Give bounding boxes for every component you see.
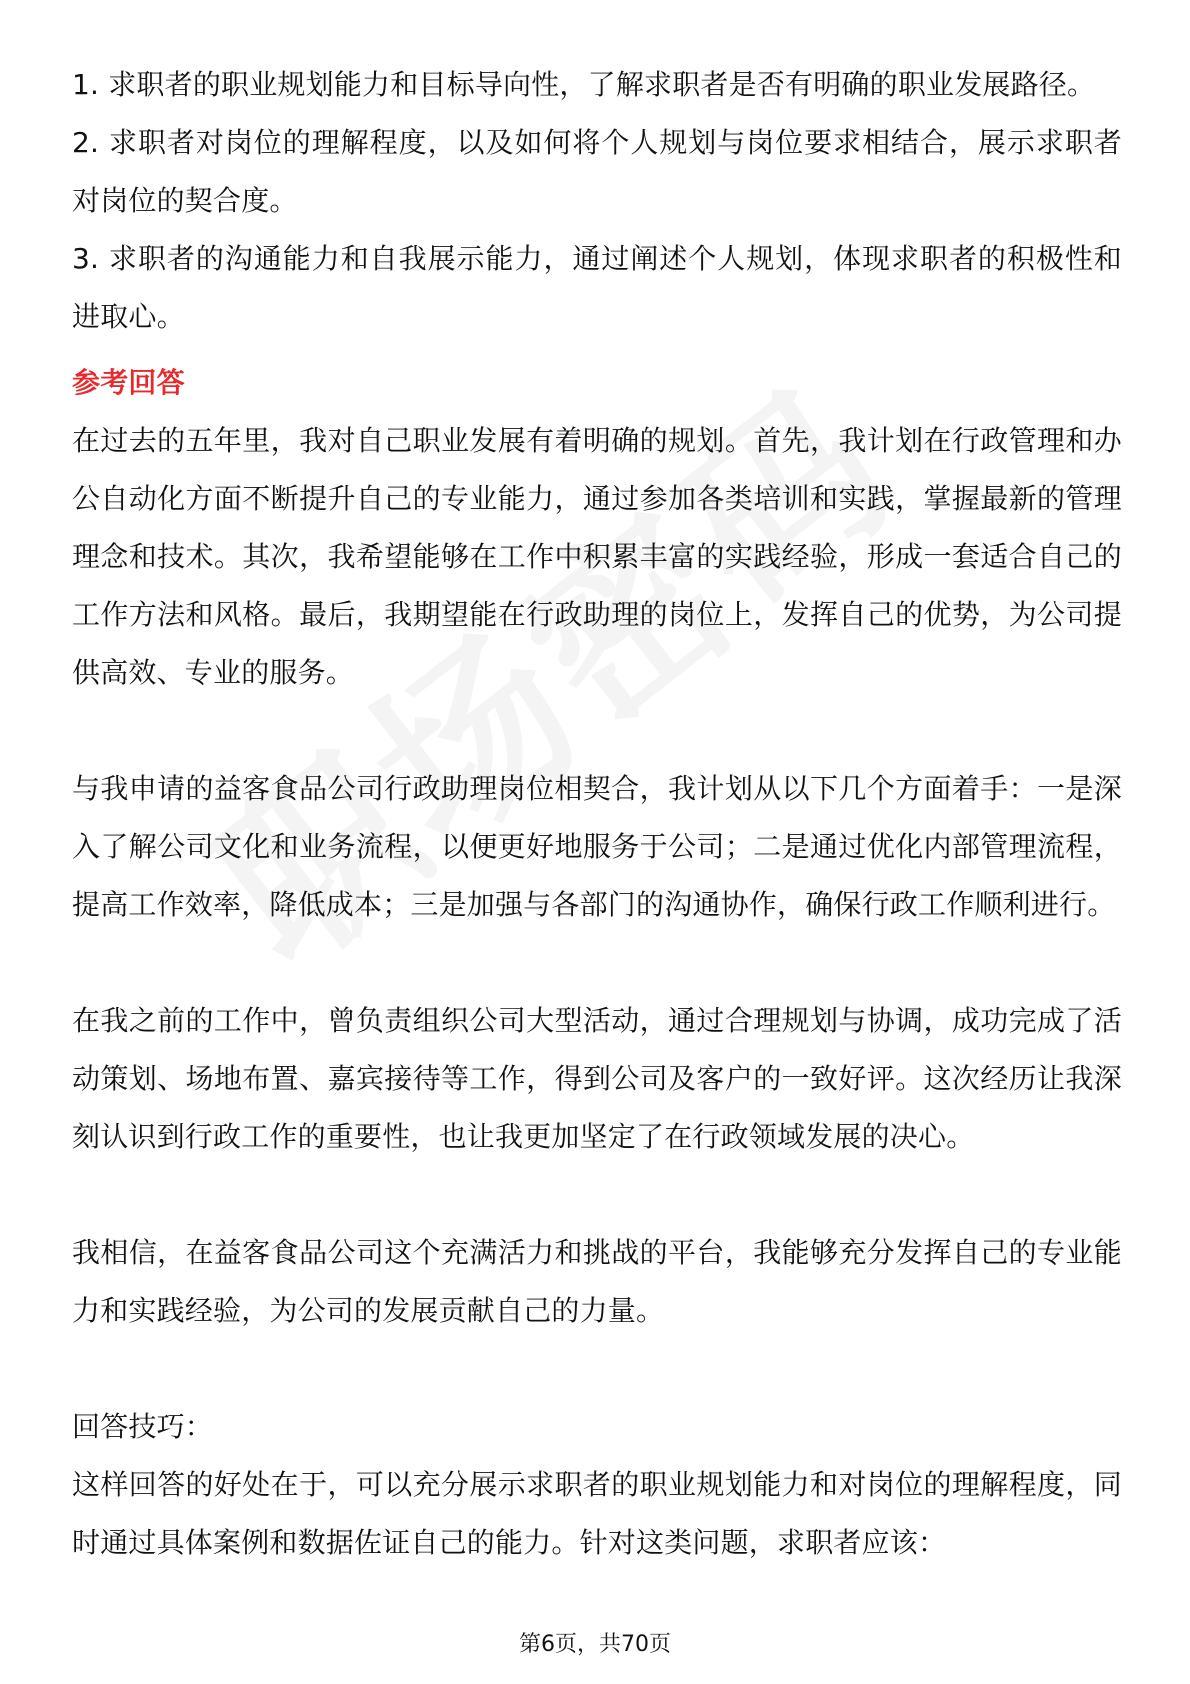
reference-answer-heading: 参考回答 (72, 366, 185, 399)
tips-heading: 回答技巧： (72, 1410, 214, 1443)
list-item-1: 1. 求职者的职业规划能力和目标导向性，了解求职者是否有明确的职业发展路径。 (72, 68, 1096, 101)
tips-paragraph: 这样回答的好处在于，可以充分展示求职者的职业规划能力和对岗位的理解程度，同时通过具体案例和数据佐证自己的能力。针对这类问题，求职者应该： (72, 1468, 1122, 1559)
document-body (72, 56, 1122, 1572)
list-item-2: 2. 求职者对岗位的理解程度，以及如何将个人规划与岗位要求相结合，展示求职者对岗位的契合度。 (72, 126, 1122, 217)
answer-paragraph-3: 在我之前的工作中，曾负责组织公司大型活动，通过合理规划与协调，成功完成了活动策划、场地布置、嘉宾接待等工作，得到公司及客户的一致好评。这次经历让我深刻认识到行政工作的重要性，也让我更加坚定了在行政领域发展的决心。 (72, 1004, 1122, 1153)
page-number: 第6页，共70页 (519, 1632, 671, 1657)
list-item-3: 3. 求职者的沟通能力和自我展示能力，通过阐述个人规划，体现求职者的积极性和进取心。 (72, 242, 1122, 333)
answer-paragraph-4: 我相信，在益客食品公司这个充满活力和挑战的平台，我能够充分发挥自己的专业能力和实践经验，为公司的发展贡献自己的力量。 (72, 1236, 1122, 1327)
answer-paragraph-2: 与我申请的益客食品公司行政助理岗位相契合，我计划从以下几个方面着手：一是深入了解公司文化和业务流程，以便更好地服务于公司；二是通过优化内部管理流程，提高工作效率，降低成本；三是加强与各部门的沟通协作，确保行政工作顺利进行。 (72, 772, 1122, 921)
answer-paragraph-1: 在过去的五年里，我对自己职业发展有着明确的规划。首先，我计划在行政管理和办公自动化方面不断提升自己的专业能力，通过参加各类培训和实践，掌握最新的管理理念和技术。其次，我希望能够在工作中积累丰富的实践经验，形成一套适合自己的工作方法和风格。最后，我期望能在行政助理的岗位上，发挥自己的优势，为公司提供高效、专业的服务。 (72, 424, 1122, 689)
